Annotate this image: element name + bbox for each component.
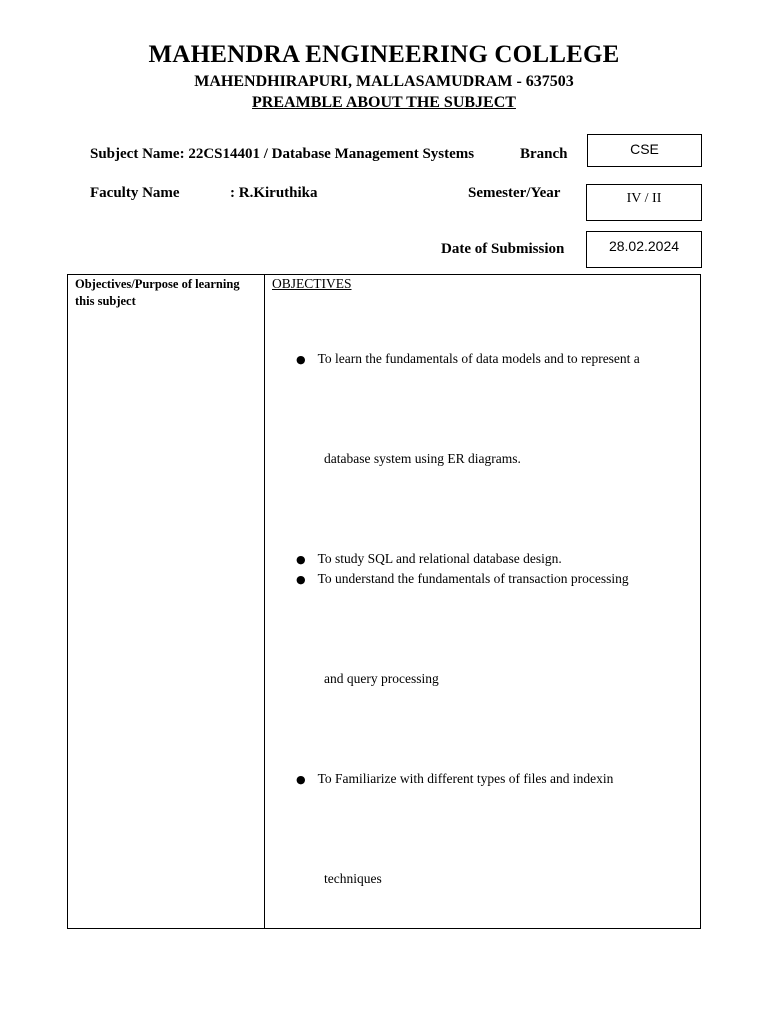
semester-year-label: Semester/Year xyxy=(468,185,561,201)
document-title-text: PREAMBLE ABOUT THE SUBJECT xyxy=(252,94,516,111)
date-of-submission-value: 28.02.2024 xyxy=(608,238,680,254)
date-of-submission-box xyxy=(586,231,702,268)
college-name: MAHENDRA ENGINEERING COLLEGE xyxy=(148,41,620,68)
objective-4-line-1: To Familiarize with different types of files and indexin xyxy=(317,771,614,786)
faculty-name-label: Faculty Name xyxy=(90,185,180,201)
document-title xyxy=(0,94,768,112)
objective-1-line-2: database system using ER diagrams. xyxy=(324,451,521,466)
objective-item-4 xyxy=(296,771,613,787)
bullet-icon: ● xyxy=(296,773,306,786)
bullet-icon: ● xyxy=(296,553,306,566)
table-column-divider xyxy=(264,274,265,929)
bullet-icon: ● xyxy=(296,573,306,586)
objective-item-2 xyxy=(296,551,562,567)
objective-item-3 xyxy=(296,571,629,587)
date-of-submission-label: Date of Submission xyxy=(441,241,565,257)
faculty-name-value: : R.Kiruthika xyxy=(230,185,318,201)
college-address: MAHENDHIRAPURI, MALLASAMUDRAM - 637503 xyxy=(194,73,574,90)
objective-item-1 xyxy=(296,351,640,367)
branch-label: Branch xyxy=(520,146,568,162)
bullet-icon: ● xyxy=(296,353,306,366)
semester-year-value: IV / II xyxy=(626,191,662,206)
objectives-heading: OBJECTIVES xyxy=(272,276,352,291)
subject-name-label: Subject Name: 22CS14401 / Database Management Systems xyxy=(90,146,475,162)
objective-1-line-1: To learn the fundamentals of data models and to represent a xyxy=(317,351,640,366)
objectives-table xyxy=(67,274,701,929)
objective-3-line-1: To understand the fundamentals of transaction processing xyxy=(317,571,629,586)
objective-4-line-2: techniques xyxy=(324,871,382,886)
objective-3-line-2: and query processing xyxy=(324,671,439,686)
semester-year-box xyxy=(586,184,702,221)
branch-value: CSE xyxy=(630,141,659,157)
objectives-purpose-heading: Objectives/Purpose of learning this subject xyxy=(75,277,240,308)
objective-2-line-1: To study SQL and relational database design. xyxy=(317,551,562,566)
branch-value-box xyxy=(587,134,702,167)
